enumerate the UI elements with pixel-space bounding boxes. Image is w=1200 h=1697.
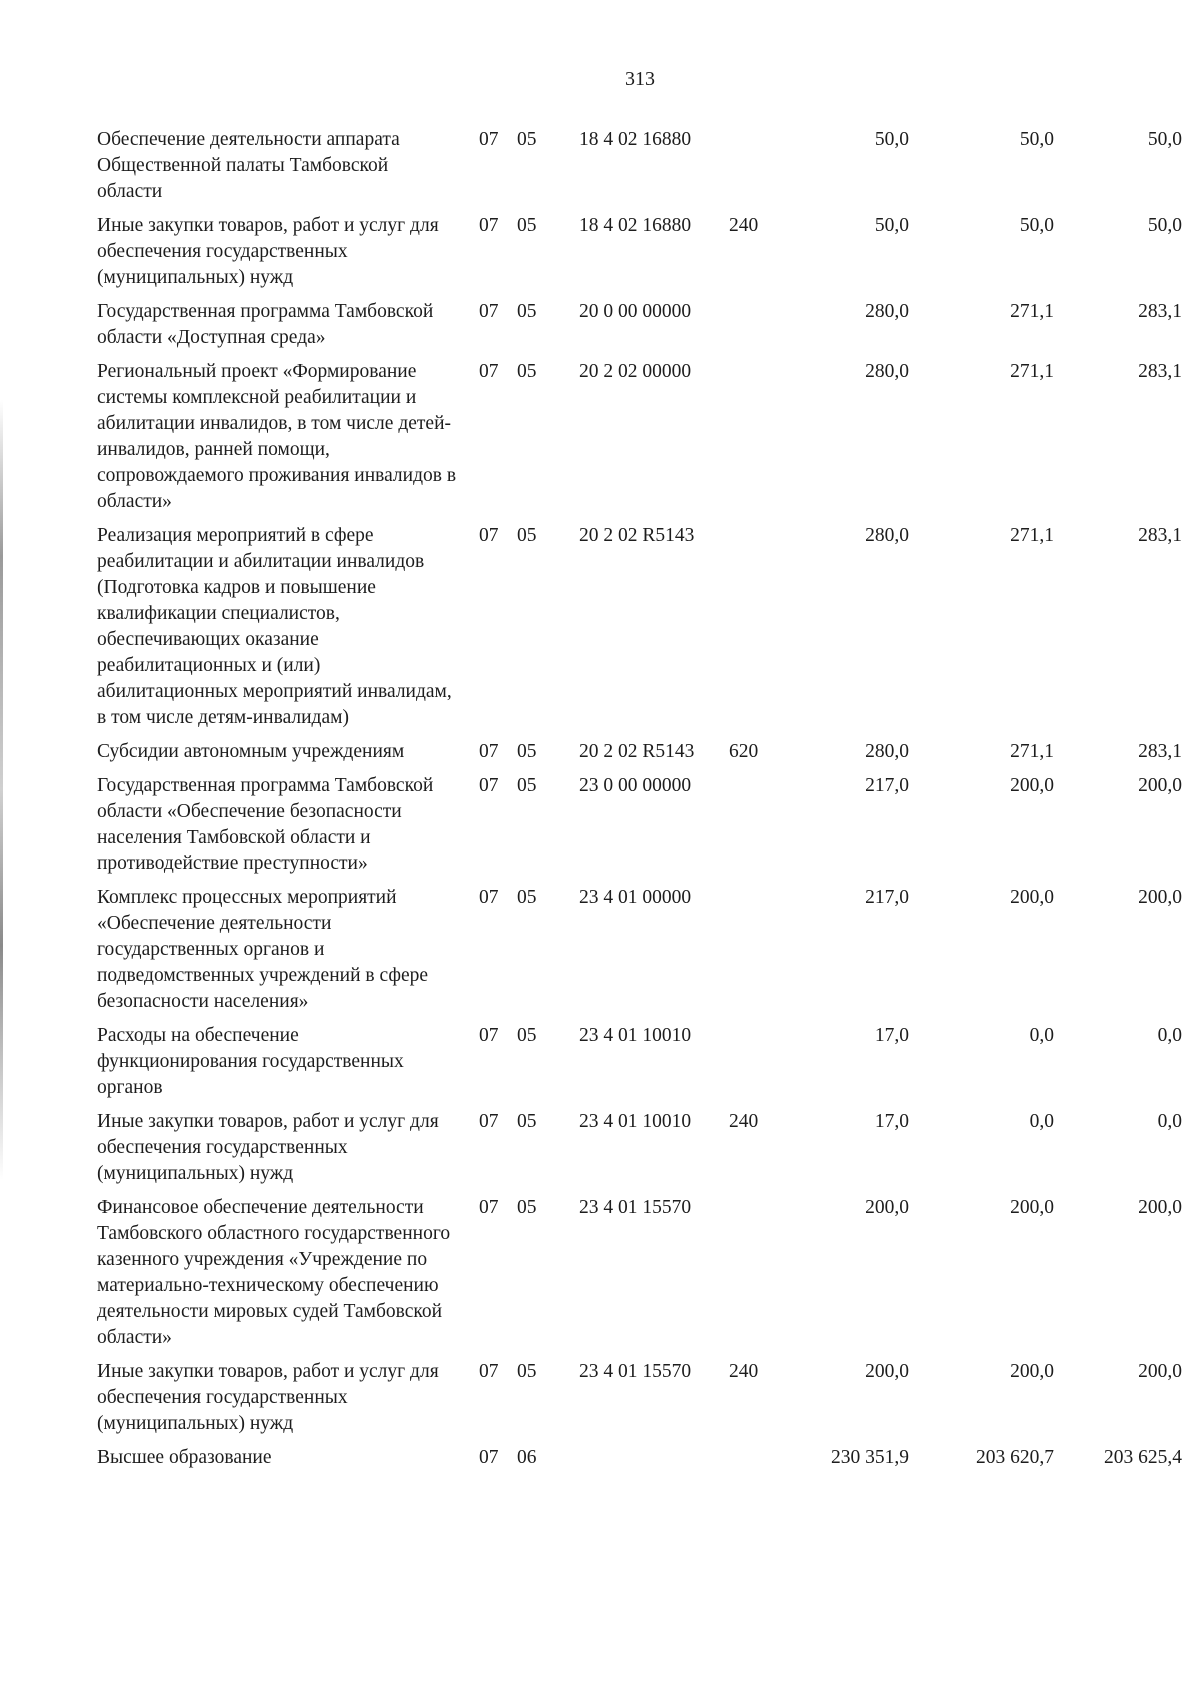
subsection-code: 05 (517, 1025, 537, 1046)
table-row (97, 127, 1182, 213)
amount-year-1: 17,0 (874, 1111, 909, 1132)
section-code: 07 (479, 887, 499, 908)
target-article-code: 20 0 00 00000 (579, 301, 692, 322)
amount-year-1: 50,0 (874, 215, 909, 236)
section-code: 07 (479, 1361, 499, 1382)
expense-name: Реализация мероприятий в сфере реабилитации и абилитации инвалидов (Подготовка кадров и повышение квалификации специалистов, обеспечивающих оказание реабилитационных и (или) абилитационных мероприятий инвалидам, в том числе детям-инвалидам) (97, 525, 452, 728)
target-article-code: 20 2 02 00000 (579, 361, 692, 382)
amount-year-2: 50,0 (1019, 129, 1054, 150)
amount-year-3: 283,1 (1138, 741, 1182, 762)
amount-year-1: 280,0 (865, 361, 909, 382)
section-code: 07 (479, 1447, 499, 1468)
target-article-code (557, 1445, 729, 1479)
subsection-code: 05 (517, 525, 537, 546)
page-number: 313 (625, 68, 655, 90)
section-code: 07 (479, 301, 499, 322)
expense-name: Иные закупки товаров, работ и услуг для обеспечения государственных (муниципальных) нужд (97, 215, 439, 288)
amount-year-1: 217,0 (865, 887, 909, 908)
expense-type-code: 240 (729, 1361, 759, 1382)
amount-year-2: 200,0 (1010, 1197, 1054, 1218)
subsection-code: 06 (517, 1447, 537, 1468)
expense-type-code (729, 885, 789, 1023)
expense-name: Иные закупки товаров, работ и услуг для обеспечения государственных (муниципальных) нужд (97, 1111, 439, 1184)
table-row (97, 299, 1182, 359)
expense-type-code (729, 359, 789, 523)
amount-year-2: 200,0 (1010, 775, 1054, 796)
amount-year-2: 200,0 (1010, 1361, 1054, 1382)
amount-year-1: 17,0 (874, 1025, 909, 1046)
amount-year-3: 200,0 (1138, 1197, 1182, 1218)
amount-year-1: 200,0 (865, 1361, 909, 1382)
subsection-code: 05 (517, 741, 537, 762)
expense-type-code: 240 (729, 1111, 759, 1132)
amount-year-1: 280,0 (865, 525, 909, 546)
table-row (97, 1359, 1182, 1445)
amount-year-2: 271,1 (1010, 301, 1054, 322)
target-article-code: 23 4 01 10010 (579, 1025, 692, 1046)
subsection-code: 05 (517, 1361, 537, 1382)
expense-type-code (729, 773, 789, 885)
expense-name: Финансовое обеспечение деятельности Тамбовского областного государственного казенного учреждения «Учреждение по материально-техническому обеспечению деятельности мировых судей Тамбовской области» (97, 1197, 451, 1348)
scan-edge-artifact (0, 400, 3, 1180)
amount-year-2: 271,1 (1010, 525, 1054, 546)
expense-type-code (729, 127, 789, 213)
amount-year-1: 280,0 (865, 741, 909, 762)
amount-year-3: 283,1 (1138, 361, 1182, 382)
amount-year-3: 0,0 (1157, 1025, 1182, 1046)
expense-name: Государственная программа Тамбовской области «Обеспечение безопасности населения Тамбовской области и противодействие преступности» (97, 775, 434, 874)
table-row (97, 1109, 1182, 1195)
amount-year-3: 283,1 (1138, 525, 1182, 546)
target-article-code: 23 0 00 00000 (579, 775, 692, 796)
section-code: 07 (479, 129, 499, 150)
subsection-code: 05 (517, 361, 537, 382)
amount-year-3: 200,0 (1138, 775, 1182, 796)
expense-name: Расходы на обеспечение функционирования государственных органов (97, 1025, 404, 1098)
expense-type-code (729, 523, 789, 739)
expense-name: Высшее образование (97, 1447, 272, 1468)
expense-name: Комплекс процессных мероприятий «Обеспечение деятельности государственных органов и подведомственных учреждений в сфере безопасности населения» (97, 887, 429, 1012)
amount-year-1: 50,0 (874, 129, 909, 150)
subsection-code: 05 (517, 1197, 537, 1218)
amount-year-2: 0,0 (1029, 1025, 1054, 1046)
target-article-code: 23 4 01 10010 (579, 1111, 692, 1132)
amount-year-3: 50,0 (1147, 129, 1182, 150)
expense-name: Иные закупки товаров, работ и услуг для обеспечения государственных (муниципальных) нужд (97, 1361, 439, 1434)
section-code: 07 (479, 215, 499, 236)
amount-year-1: 280,0 (865, 301, 909, 322)
expense-type-code (729, 299, 789, 359)
amount-year-2: 203 620,7 (976, 1447, 1054, 1468)
subsection-code: 05 (517, 215, 537, 236)
amount-year-2: 0,0 (1029, 1111, 1054, 1132)
amount-year-2: 271,1 (1010, 361, 1054, 382)
subsection-code: 05 (517, 301, 537, 322)
subsection-code: 05 (517, 129, 537, 150)
expense-name: Государственная программа Тамбовской области «Доступная среда» (97, 301, 434, 348)
expense-type-code: 620 (729, 741, 759, 762)
amount-year-2: 271,1 (1010, 741, 1054, 762)
amount-year-1: 200,0 (865, 1197, 909, 1218)
subsection-code: 05 (517, 887, 537, 908)
table-row (97, 1445, 1182, 1479)
section-code: 07 (479, 1025, 499, 1046)
table-row (97, 885, 1182, 1023)
table-body (97, 127, 1182, 1479)
target-article-code: 23 4 01 15570 (579, 1197, 692, 1218)
subsection-code: 05 (517, 775, 537, 796)
table-row (97, 359, 1182, 523)
amount-year-1: 230 351,9 (831, 1447, 909, 1468)
expense-name: Обеспечение деятельности аппарата Общественной палаты Тамбовской области (97, 129, 400, 202)
target-article-code: 18 4 02 16880 (579, 215, 692, 236)
expense-type-code (729, 1445, 789, 1479)
section-code: 07 (479, 775, 499, 796)
table-row (97, 523, 1182, 739)
amount-year-1: 217,0 (865, 775, 909, 796)
expense-name: Субсидии автономным учреждениям (97, 741, 405, 762)
amount-year-3: 200,0 (1138, 887, 1182, 908)
expense-name: Региональный проект «Формирование системы комплексной реабилитации и абилитации инвалидов, в том числе детей-инвалидов, ранней помощи, сопровождаемого проживания инвалидов в области» (97, 361, 457, 512)
amount-year-2: 200,0 (1010, 887, 1054, 908)
amount-year-3: 203 625,4 (1104, 1447, 1182, 1468)
amount-year-3: 0,0 (1157, 1111, 1182, 1132)
budget-table (97, 127, 1182, 1479)
amount-year-3: 200,0 (1138, 1361, 1182, 1382)
table-row (97, 1195, 1182, 1359)
subsection-code: 05 (517, 1111, 537, 1132)
section-code: 07 (479, 361, 499, 382)
expense-type-code (729, 1023, 789, 1109)
table-row (97, 739, 1182, 773)
target-article-code: 20 2 02 R5143 (579, 525, 695, 546)
amount-year-3: 283,1 (1138, 301, 1182, 322)
amount-year-3: 50,0 (1147, 215, 1182, 236)
section-code: 07 (479, 525, 499, 546)
target-article-code: 23 4 01 15570 (579, 1361, 692, 1382)
expense-type-code (729, 1195, 789, 1359)
section-code: 07 (479, 1111, 499, 1132)
amount-year-2: 50,0 (1019, 215, 1054, 236)
target-article-code: 18 4 02 16880 (579, 129, 692, 150)
table-row (97, 213, 1182, 299)
target-article-code: 20 2 02 R5143 (579, 741, 695, 762)
table-row (97, 773, 1182, 885)
section-code: 07 (479, 741, 499, 762)
target-article-code: 23 4 01 00000 (579, 887, 692, 908)
section-code: 07 (479, 1197, 499, 1218)
expense-type-code: 240 (729, 215, 759, 236)
table-row (97, 1023, 1182, 1109)
